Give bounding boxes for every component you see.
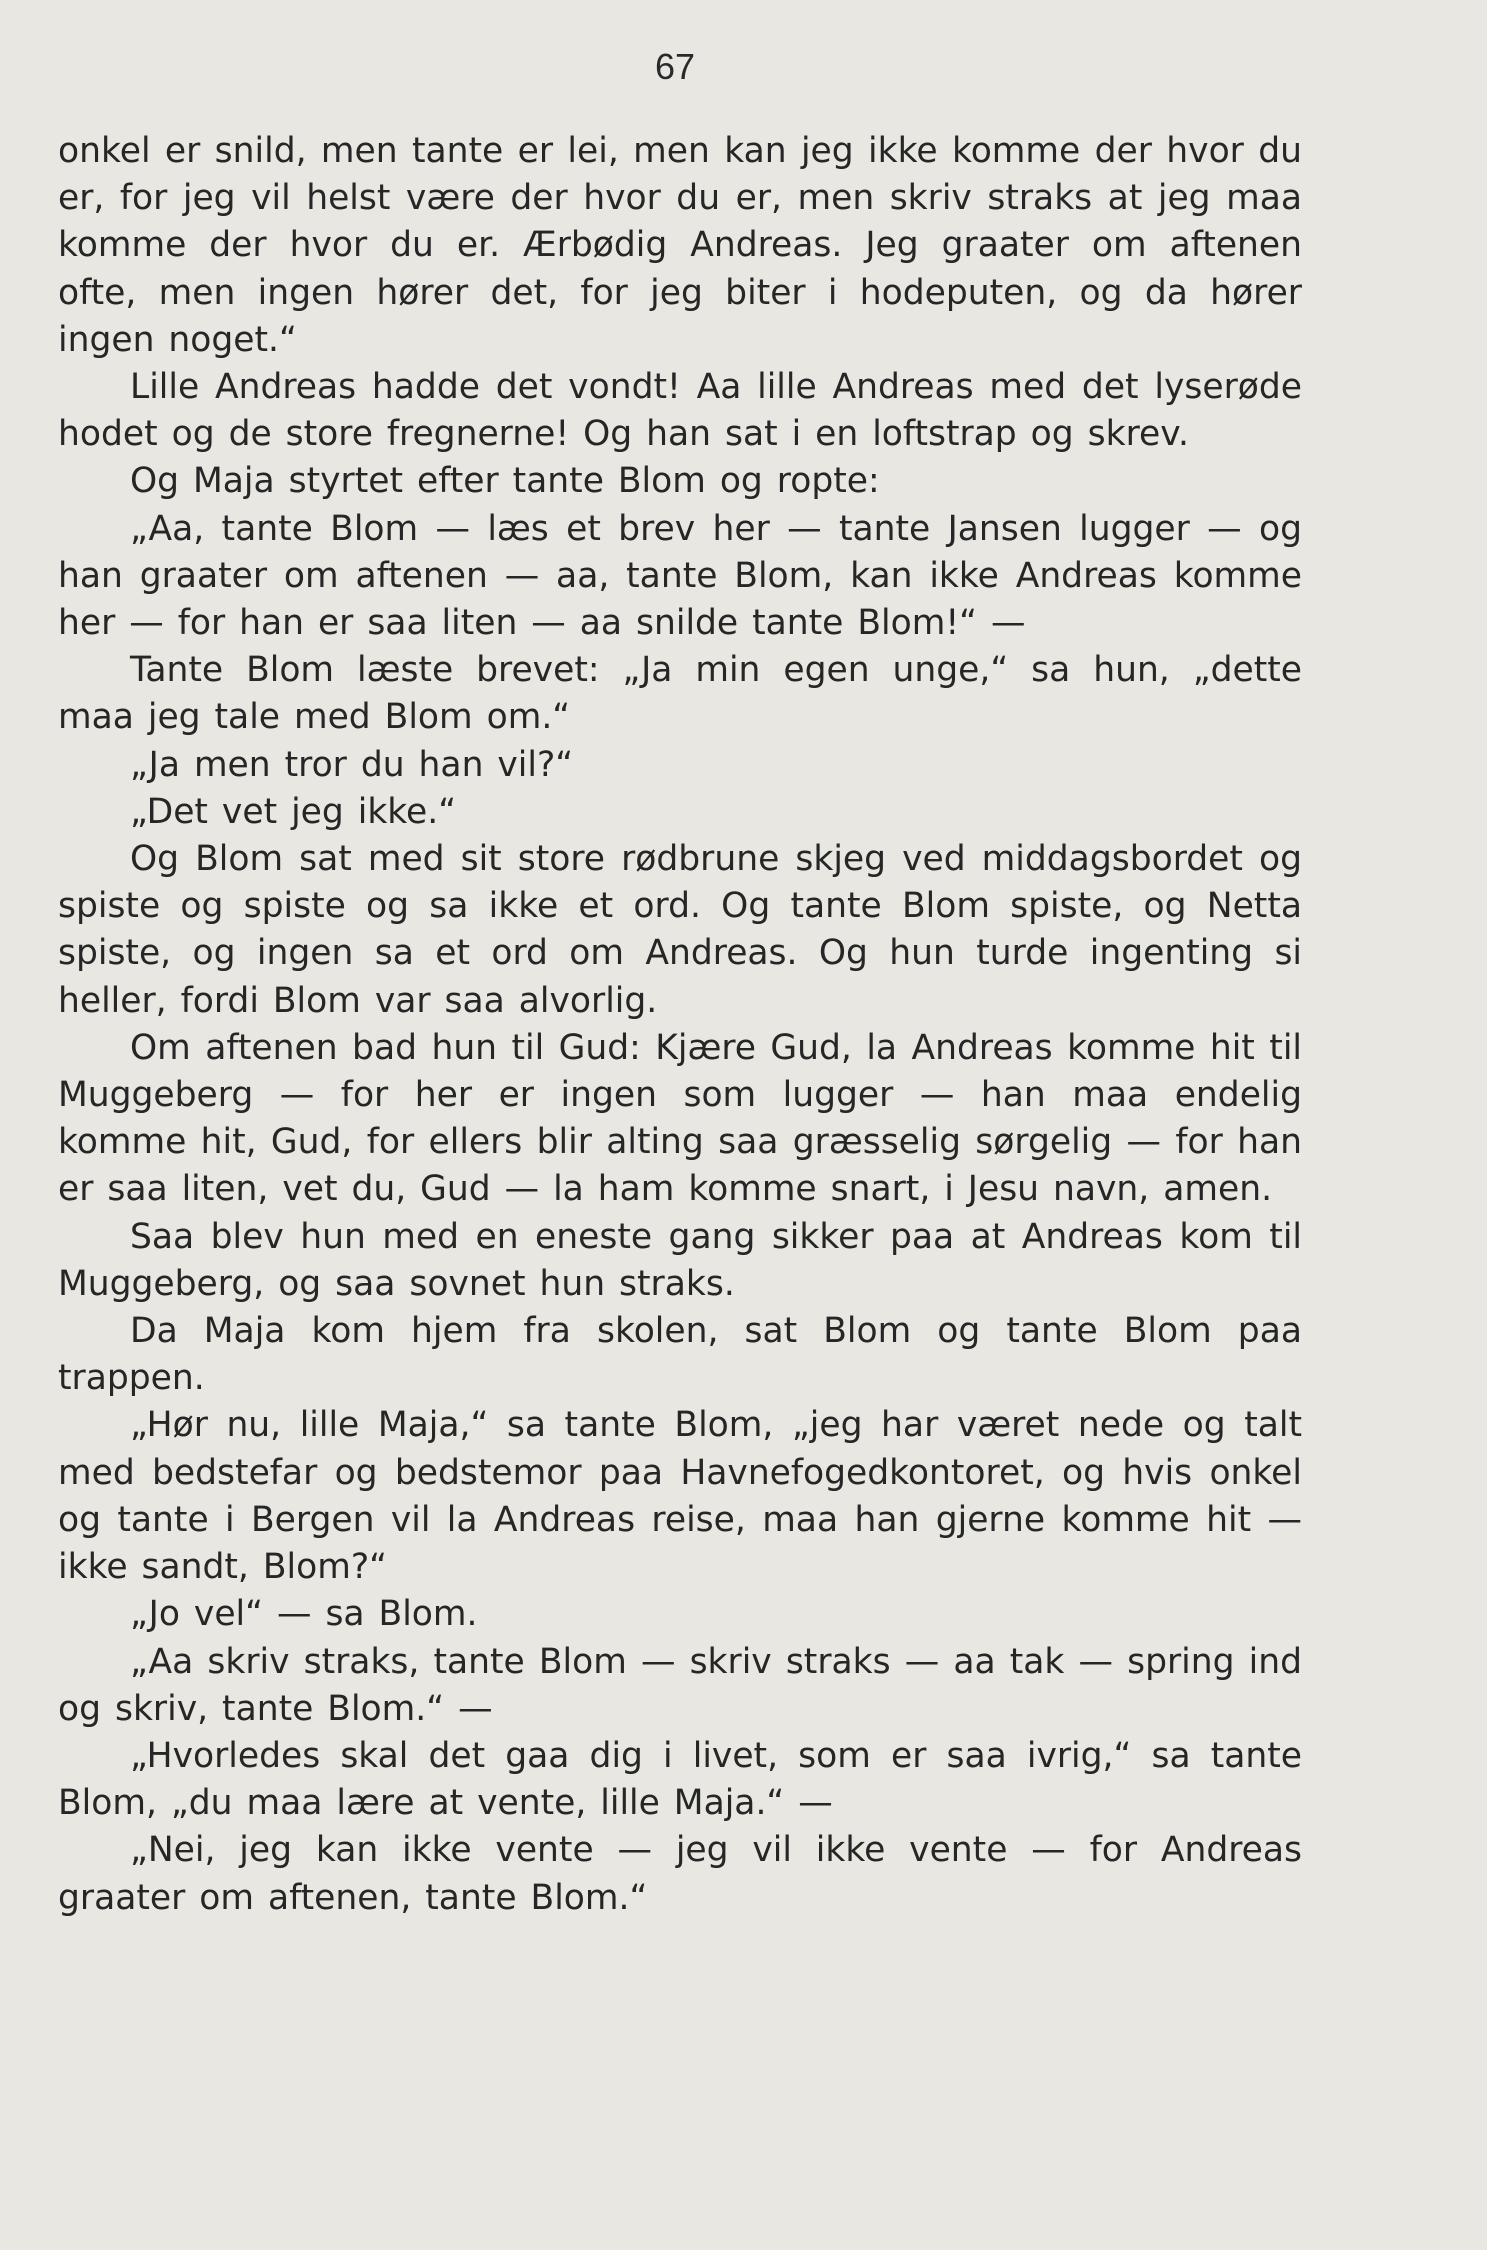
paragraph: Saa blev hun med en eneste gang sikker paa at Andreas kom til Muggeberg, og saa sovnet hun straks. — [58, 1216, 1302, 1304]
paragraph: „Hør nu, lille Maja,“ sa tante Blom, „jeg har været nede og talt med bedstefar og bedstemor paa Havnefogedkontoret, og hvis onkel og tante i Bergen vil la Andreas reise, maa han gjerne komme hit — ikke sandt, Blom?“ — [58, 1405, 1302, 1588]
paragraph: „Jo vel“ — sa Blom. — [130, 1594, 478, 1635]
paragraph: „Aa, tante Blom — læs et brev her — tante Jansen lugger — og han graater om aftenen — aa, tante Blom, kan ikke Andreas komme her — for han er saa liten — aa snilde tante Blom!“ — — [58, 508, 1302, 644]
paragraph: onkel er snild, men tante er lei, men kan jeg ikke komme der hvor du er, for jeg vil helst være der hvor du er, men skriv straks at jeg maa komme der hvor du er. Ærbødig Andreas. Jeg graater om aftenen ofte, men ingen hører det, for jeg biter i hodeputen, og da hører ingen noget.“ — [58, 131, 1302, 360]
body-text — [58, 128, 1302, 1922]
paragraph: Og Blom sat med sit store rødbrune skjeg ved middagsbordet og spiste og spiste og sa ikke et ord. Og tante Blom spiste, og Netta spiste, og ingen sa et ord om Andreas. Og hun turde ingenting si heller, fordi Blom var saa alvorlig. — [58, 839, 1302, 1021]
page-number: 67 — [654, 46, 696, 87]
paragraph: „Nei, jeg kan ikke vente — jeg vil ikke vente — for Andreas graater om aftenen, tante Blom.“ — [58, 1830, 1302, 1918]
paragraph: Lille Andreas hadde det vondt! Aa lille Andreas med det lyserøde hodet og de store fregnerne! Og han sat i en loftstrap og skrev. — [58, 367, 1302, 455]
paragraph: „Ja men tror du han vil?“ — [130, 744, 574, 785]
paragraph: Tante Blom læste brevet: „Ja min egen unge,“ sa hun, „dette maa jeg tale med Blom om.“ — [58, 650, 1302, 738]
paragraph: Da Maja kom hjem fra skolen, sat Blom og tante Blom paa trappen. — [58, 1311, 1302, 1399]
paragraph: Og Maja styrtet efter tante Blom og ropte: — [130, 461, 880, 502]
paragraph: „Det vet jeg ikke.“ — [130, 791, 457, 832]
paragraph: „Aa skriv straks, tante Blom — skriv straks — aa tak — spring ind og skriv, tante Blom.“ — — [58, 1641, 1302, 1729]
paragraph: „Hvorledes skal det gaa dig i livet, som er saa ivrig,“ sa tante Blom, „du maa lære at vente, lille Maja.“ — — [58, 1735, 1302, 1824]
paragraph: Om aftenen bad hun til Gud: Kjære Gud, la Andreas komme hit til Muggeberg — for her er ingen som lugger — han maa endelig komme hit, Gud, for ellers blir alting saa græsselig sørgelig — for han er saa liten, vet du, Gud — la ham komme snart, i Jesu navn, amen. — [58, 1027, 1302, 1210]
